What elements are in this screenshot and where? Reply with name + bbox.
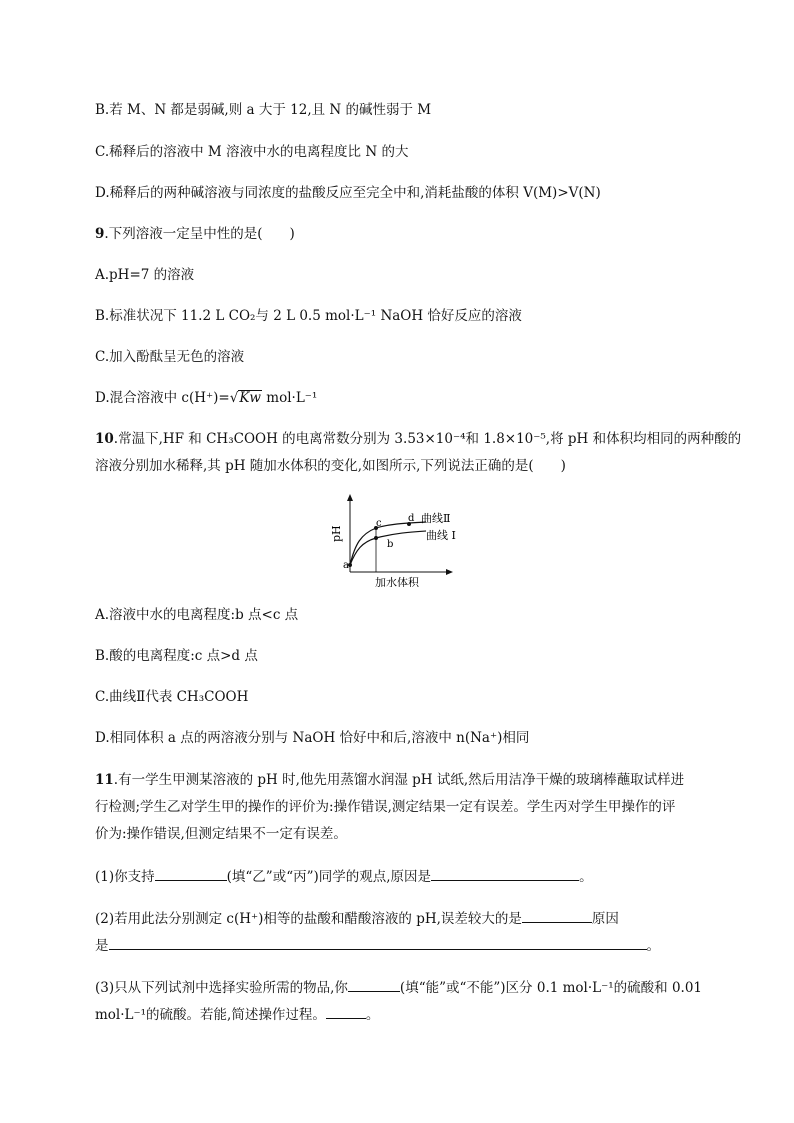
q11-sub2-text-d: 。 (646, 938, 660, 954)
q11-sub1-blank-1[interactable] (155, 866, 227, 881)
q11-sub2-text-c: 是 (95, 938, 109, 954)
label-b: b (387, 539, 394, 550)
q10-option-d: D.相同体积 a 点的两溶液分别与 NaOH 恰好中和后,溶液中 n(Na⁺)相同 (95, 730, 530, 746)
curve-1-label: 曲线 I (426, 529, 456, 542)
q10-stem-line1 (95, 430, 741, 448)
q9-option-d-radicand: Kw (239, 390, 261, 406)
label-d: d (408, 513, 415, 524)
q11-sub1 (95, 866, 593, 886)
q9-option-b: B.标准状况下 11.2 L CO₂与 2 L 0.5 mol·L⁻¹ NaOH 恰好反应的溶液 (95, 308, 522, 324)
q10-option-c: C.曲线Ⅱ代表 CH₃COOH (95, 689, 249, 705)
q11-sub1-blank-2[interactable] (431, 866, 579, 881)
q10-stem-text1: .常温下,HF 和 CH₃COOH 的电离常数分别为 3.53×10⁻⁴和 1.8×10⁻⁵,将 pH 和体积均相同的两种酸的 (113, 431, 742, 447)
q11-sub2-text-a: (2)若用此法分别测定 c(H⁺)相等的盐酸和醋酸溶液的 pH,误差较大的是 (95, 911, 522, 927)
q11-sub1-text-c: 。 (579, 869, 593, 885)
q11-sub2-blank-1[interactable] (522, 908, 592, 923)
q11-sub2-line1 (95, 908, 619, 928)
q11-sub1-text-b: (填“乙”或“丙”)同学的观点,原因是 (226, 869, 432, 885)
q11-sub3-blank-2[interactable] (326, 1004, 366, 1019)
label-c: c (376, 518, 382, 529)
x-axis-label: 加水体积 (375, 576, 419, 587)
q10-stem-line2: 溶液分别加水稀释,其 pH 随加水体积的变化,如图所示,下列说法正确的是( ) (95, 458, 566, 474)
q11-sub3-text-b: (填“能”或“不能”)区分 0.1 mol·L⁻¹的硫酸和 0.01 (399, 980, 703, 996)
curve-2-label: 曲线Ⅱ (421, 512, 451, 525)
q10-number: 10 (95, 431, 114, 447)
q8-option-c: C.稀释后的溶液中 M 溶液中水的电离程度比 N 的大 (95, 144, 409, 160)
q11-sub3-text-c: mol·L⁻¹的硫酸。若能,简述操作过程。 (95, 1007, 326, 1023)
q9-number: 9 (95, 226, 105, 242)
q11-sub3-blank-1[interactable] (348, 977, 400, 992)
q11-sub2-blank-2[interactable] (109, 935, 647, 950)
q11-stem-text1: .有一学生甲测某溶液的 pH 时,他先用蒸馏水润湿 pH 试纸,然后用洁净干燥的玻璃棒蘸取试样进 (113, 772, 685, 788)
point-b (374, 536, 378, 540)
q9-option-c: C.加入酚酞呈无色的溶液 (95, 349, 245, 365)
q11-stem-line2: 行检测;学生乙对学生甲的操作的评价为:操作错误,测定结果一定有误差。学生丙对学生甲操作的评 (95, 799, 676, 815)
q9-option-a: A.pH=7 的溶液 (95, 267, 195, 283)
q11-sub1-text-a: (1)你支持 (95, 869, 155, 885)
q11-sub2-text-b: 原因 (591, 911, 619, 927)
q9-option-d-pre: D.混合溶液中 c(H⁺)= (95, 390, 230, 406)
q11-sub3-text-a: (3)只从下列试剂中选择实验所需的物品,你 (95, 980, 348, 996)
label-a: a (343, 560, 349, 571)
y-axis-arrow-icon (347, 494, 353, 501)
q11-stem-line3: 价为:操作错误,但测定结果不一定有误差。 (95, 826, 347, 842)
q11-sub3-line1 (95, 977, 702, 997)
q11-sub2-line2 (95, 935, 660, 955)
sqrt-symbol-icon: √ (229, 390, 239, 406)
q10-option-a: A.溶液中水的电离程度:b 点<c 点 (95, 607, 299, 623)
q8-option-b: B.若 M、N 都是弱碱,则 a 大于 12,且 N 的碱性弱于 M (95, 102, 432, 118)
x-axis-arrow-icon (446, 569, 453, 575)
ph-dilution-graph (325, 492, 465, 587)
q9-stem (95, 225, 295, 243)
q9-stem-text: .下列溶液一定呈中性的是( ) (104, 226, 295, 242)
q11-sub3-line2 (95, 1004, 379, 1024)
q8-option-d: D.稀释后的两种碱溶液与同浓度的盐酸反应至完全中和,消耗盐酸的体积 V(M)>V(N) (95, 185, 601, 201)
q11-stem-line1 (95, 771, 684, 789)
q11-sub3-text-d: 。 (365, 1007, 380, 1023)
y-axis-label: pH (330, 525, 343, 542)
q11-number: 11 (95, 772, 114, 788)
q10-option-b: B.酸的电离程度:c 点>d 点 (95, 648, 258, 664)
q9-option-d (95, 389, 317, 407)
q9-option-d-post: mol·L⁻¹ (262, 390, 318, 406)
